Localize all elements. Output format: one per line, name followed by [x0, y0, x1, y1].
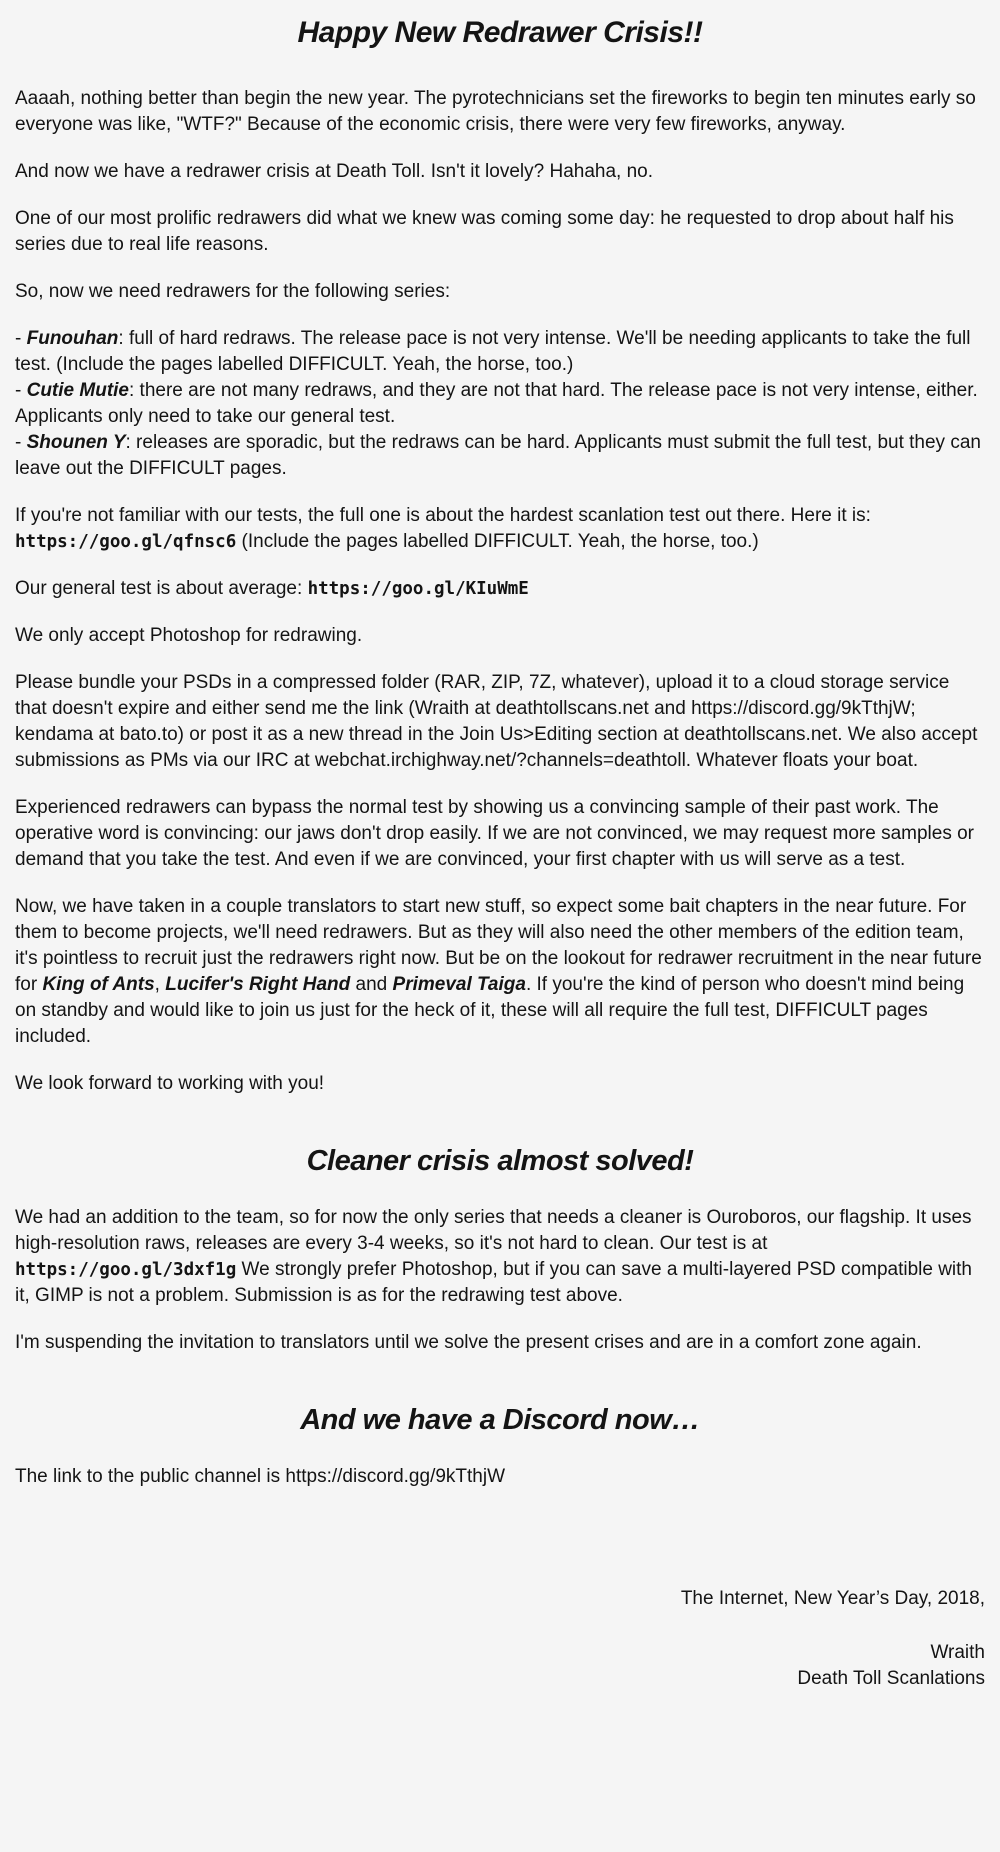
cleaner-test-url: https://goo.gl/3dxf1g	[15, 1260, 237, 1280]
signature-dateline: The Internet, New Year’s Day, 2018,	[680, 1588, 985, 1609]
series-name-king-of-ants: King of Ants	[42, 974, 155, 995]
section-heading-cleaner: Cleaner crisis almost solved!	[306, 1145, 694, 1177]
paragraph-translators-suspended: I'm suspending the invitation to translators until we solve the present crises and are in a comfort zone again.	[15, 1332, 922, 1353]
upcoming-text-2: . If you're the kind of person who doesn't mind being on standby and would like to join us just for the heck of it, these will all require the full test, DIFFICULT pages included.	[15, 974, 965, 1047]
upcoming-text-1: Now, we have taken in a couple translators to start new stuff, so expect some bait chapters in the near future. For them to become projects, we'll need redrawers. But as they will also need the other members of the edition team, it's pointless to recruit just the redrawers right now. But be on the lookout for redrawer recruitment in the near future for	[15, 896, 982, 995]
full-test-url: https://goo.gl/qfnsc6	[15, 532, 237, 552]
series-item-funouhan	[15, 326, 985, 378]
paragraph-discord-link: The link to the public channel is https://discord.gg/9kTthjW	[15, 1466, 506, 1487]
paragraph-full-test	[15, 503, 985, 555]
general-test-url: https://goo.gl/KIuWmE	[307, 579, 529, 599]
full-test-note: (Include the pages labelled DIFFICULT. Yeah, the horse, too.)	[236, 531, 759, 552]
list-marker: -	[15, 380, 27, 401]
series-description: : full of hard redraws. The release pace is not very intense. We'll be needing applicants to take the full test. (Include the pages labelled DIFFICULT. Yeah, the horse, too.)	[15, 328, 971, 375]
paragraph-submission-instructions: Please bundle your PSDs in a compressed folder (RAR, ZIP, 7Z, whatever), upload it to a cloud storage service that doesn't expire and either send me the link (Wraith at deathtollscans.net and https://discord.gg/9kTthjW; kendama at bato.to) or post it as a new thread in the Join Us>Editing section at deathtollscans.net. We also accept submissions as PMs via our IRC at webchat.irchighway.net/?channels=deathtoll. Whatever floats your boat.	[15, 672, 978, 771]
paragraph-closing: We look forward to working with you!	[15, 1073, 325, 1094]
paragraph-photoshop-only: We only accept Photoshop for redrawing.	[15, 625, 363, 646]
cleaner-note: We strongly prefer Photoshop, but if you can save a multi-layered PSD compatible with it, GIMP is not a problem. Submission is as for the redrawing test above.	[15, 1259, 972, 1306]
series-name-primeval-taiga: Primeval Taiga	[392, 974, 526, 995]
list-marker: -	[15, 432, 27, 453]
series-name: Cutie Mutie	[26, 380, 129, 401]
series-item-shounen-y	[15, 430, 985, 482]
series-name-lucifers-right-hand: Lucifer's Right Hand	[165, 974, 351, 995]
signature-group: Death Toll Scanlations	[797, 1668, 985, 1689]
upcoming-separator-1: ,	[154, 974, 166, 995]
general-test-text: Our general test is about average:	[15, 578, 308, 599]
list-marker: -	[15, 328, 27, 349]
series-name: Funouhan	[26, 328, 119, 349]
paragraph-cleaner-status	[15, 1205, 985, 1309]
section-heading-discord: And we have a Discord now…	[300, 1404, 700, 1436]
series-description: : releases are sporadic, but the redraws can be hard. Applicants must submit the full test, but they can leave out the DIFFICULT pages.	[15, 432, 981, 479]
full-test-text: If you're not familiar with our tests, the full one is about the hardest scanlation test out there. Here it is:	[15, 505, 871, 526]
paragraph-prolific-redrawer: One of our most prolific redrawers did what we knew was coming some day: he requested to drop about half his series due to real life reasons.	[15, 208, 954, 255]
upcoming-separator-2: and	[350, 974, 393, 995]
paragraph-need-series: So, now we need redrawers for the following series:	[15, 281, 451, 302]
page-title: Happy New Redrawer Crisis!!	[297, 16, 703, 49]
paragraph-intro: Aaaah, nothing better than begin the new year. The pyrotechnicians set the fireworks to begin ten minutes early so everyone was like, "WTF?" Because of the economic crisis, there were very few fireworks, anyway.	[15, 88, 976, 135]
series-description: : there are not many redraws, and they are not that hard. The release pace is not very intense, either. Applicants only need to take our general test.	[15, 380, 978, 427]
paragraph-redrawer-crisis: And now we have a redrawer crisis at Death Toll. Isn't it lovely? Hahaha, no.	[15, 161, 653, 182]
series-item-cutie-mutie	[15, 378, 985, 430]
paragraph-general-test	[15, 576, 985, 602]
series-list	[15, 326, 985, 482]
paragraph-upcoming-projects	[15, 894, 985, 1050]
signature-name: Wraith	[930, 1642, 985, 1663]
series-name: Shounen Y	[26, 432, 126, 453]
cleaner-text: We had an addition to the team, so for now the only series that needs a cleaner is Ouroboros, our flagship. It uses high-resolution raws, releases are every 3-4 weeks, so it's not hard to clean. Our test is at	[15, 1207, 972, 1254]
credit-page	[0, 14, 1000, 1852]
paragraph-experienced-redrawers: Experienced redrawers can bypass the normal test by showing us a convincing sample of their past work. The operative word is convincing: our jaws don't drop easily. If we are not convinced, we may request more samples or demand that you take the test. And even if we are convinced, your first chapter with us will serve as a test.	[15, 797, 975, 870]
